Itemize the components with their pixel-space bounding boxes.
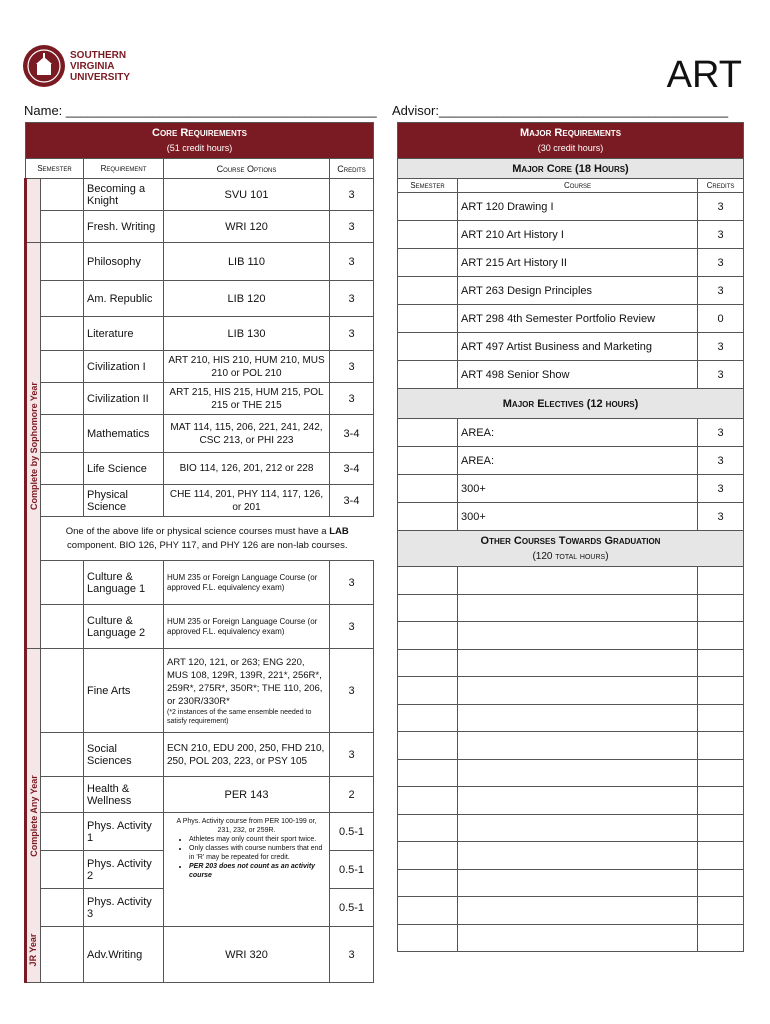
semester-cell[interactable] xyxy=(398,503,458,531)
credits: 3 xyxy=(698,361,744,389)
logo-line-2: VIRGINIA xyxy=(70,61,115,72)
semester-cell[interactable] xyxy=(41,777,84,813)
requirement: Becoming a Knight xyxy=(84,179,164,211)
credits: 3 xyxy=(698,249,744,277)
blank-course-row[interactable] xyxy=(398,924,744,952)
name-field[interactable]: Name: ___________________________________________ xyxy=(24,103,377,118)
semester-cell[interactable] xyxy=(41,351,84,383)
credits-cell[interactable] xyxy=(698,677,744,705)
blank-course-row[interactable] xyxy=(398,814,744,842)
course: 300+ xyxy=(458,475,698,503)
requirement: Health & Wellness xyxy=(84,777,164,813)
requirement: Phys. Activity 3 xyxy=(84,889,164,927)
blank-course-row[interactable] xyxy=(398,842,744,870)
credits: 3 xyxy=(330,649,374,733)
credits: 3 xyxy=(698,333,744,361)
col-semester: Semester xyxy=(26,159,84,179)
pe-note: A Phys. Activity course from PER 100-199 or, 231, 232, or 259R. • Athletes may only count their sport twice. • Only classes with course numbers that end in 'R' may be repeated for credit. • PER 203 does not count as an activity course xyxy=(164,813,330,927)
semester-cell[interactable] xyxy=(398,419,458,447)
course-option: LIB 110 xyxy=(164,243,330,281)
course-option: ART 215, HIS 215, HUM 215, POL 215 or THE 215 xyxy=(164,383,330,415)
col-credits: Credits xyxy=(330,159,374,179)
major-electives-title: Major Electives (12 hours) xyxy=(398,389,744,419)
course-option: LIB 120 xyxy=(164,281,330,317)
credits: 3 xyxy=(330,927,374,983)
credits: 3 xyxy=(698,419,744,447)
requirement: Phys. Activity 1 xyxy=(84,813,164,851)
col-course: Course xyxy=(458,179,698,193)
requirement: Fresh. Writing xyxy=(84,211,164,243)
requirement: Social Sciences xyxy=(84,733,164,777)
credits-cell[interactable] xyxy=(698,594,744,622)
pe-bullet: • Athletes may only count their sport twice. xyxy=(189,835,326,844)
credits: 0.5-1 xyxy=(330,813,374,851)
course: AREA: xyxy=(458,419,698,447)
requirement: Fine Arts xyxy=(84,649,164,733)
course-option: ECN 210, EDU 200, 250, FHD 210, 250, POL 203, 223, or PSY 105 xyxy=(164,733,330,777)
credits-cell[interactable] xyxy=(698,732,744,760)
semester-cell[interactable] xyxy=(398,704,458,732)
major-subtitle: (30 credit hours) xyxy=(537,142,604,153)
course-option: LIB 130 xyxy=(164,317,330,351)
major-core-title: Major Core (18 Hours) xyxy=(398,159,744,179)
course-cell[interactable] xyxy=(458,649,698,677)
advisor-field[interactable]: Advisor:________________________________________ xyxy=(392,103,729,118)
semester-cell[interactable] xyxy=(41,561,84,605)
major-title: Major Requirements xyxy=(519,126,622,139)
credits: 3 xyxy=(330,243,374,281)
other-courses-subtitle: (120 total hours) xyxy=(532,550,609,562)
course-option-note: (*2 instances of the same ensemble needed to satisfy requirement) xyxy=(167,708,312,725)
credits-cell[interactable] xyxy=(698,897,744,925)
core-subtitle: (51 credit hours) xyxy=(166,142,233,153)
requirement: Am. Republic xyxy=(84,281,164,317)
semester-cell[interactable] xyxy=(41,453,84,485)
course-option: BIO 114, 126, 201, 212 or 228 xyxy=(164,453,330,485)
course: ART 497 Artist Business and Marketing xyxy=(458,333,698,361)
course-option: ART 120, 121, or 263; ENG 220, MUS 108, 129R, 139R, 221*, 256R*, 259R*, 275R*, 350R*; THE 110, 206, or 230R/330R* xyxy=(167,656,323,707)
semester-cell[interactable] xyxy=(41,211,84,243)
seal-icon xyxy=(22,44,66,88)
credits: 3 xyxy=(698,447,744,475)
logo-line-3: UNIVERSITY xyxy=(70,72,131,83)
semester-cell[interactable] xyxy=(398,475,458,503)
blank-course-row[interactable] xyxy=(398,622,744,650)
blank-course-row[interactable] xyxy=(398,594,744,622)
semester-cell[interactable] xyxy=(41,383,84,415)
credits: 3 xyxy=(330,733,374,777)
blank-course-row[interactable] xyxy=(398,759,744,787)
major-requirements-table xyxy=(397,122,744,952)
col-requirement: Requirement xyxy=(84,159,164,179)
program-title: ART xyxy=(666,54,742,96)
course-cell[interactable] xyxy=(458,594,698,622)
course-option: PER 143 xyxy=(164,777,330,813)
credits: 3 xyxy=(698,277,744,305)
course: 300+ xyxy=(458,503,698,531)
requirement: Civilization I xyxy=(84,351,164,383)
credits: 3 xyxy=(330,211,374,243)
semester-cell[interactable] xyxy=(398,193,458,221)
university-logo xyxy=(22,44,142,92)
core-title: Core Requirements xyxy=(152,126,247,139)
semester-cell[interactable] xyxy=(41,243,84,281)
semester-cell[interactable] xyxy=(398,622,458,650)
semester-cell[interactable] xyxy=(398,869,458,897)
credits: 0 xyxy=(698,305,744,333)
requirement: Literature xyxy=(84,317,164,351)
requirement: Phys. Activity 2 xyxy=(84,851,164,889)
semester-cell[interactable] xyxy=(398,787,458,815)
semester-cell[interactable] xyxy=(398,649,458,677)
lab-note: One of the above life or physical science courses must have a LAB component. BIO 126, PHY 117, and PHY 126 are non-lab courses. xyxy=(41,517,374,561)
blank-course-row[interactable] xyxy=(398,732,744,760)
course-cell[interactable] xyxy=(458,814,698,842)
requirement: Civilization II xyxy=(84,383,164,415)
requirement: Physical Science xyxy=(84,485,164,517)
semester-cell[interactable] xyxy=(398,333,458,361)
blank-course-row[interactable] xyxy=(398,869,744,897)
credits: 3 xyxy=(698,193,744,221)
credits-cell[interactable] xyxy=(698,759,744,787)
credits: 3-4 xyxy=(330,453,374,485)
side-label-sophomore: Complete by Sophomore Year xyxy=(26,243,41,649)
logo-line-1: SOUTHERN xyxy=(70,50,127,61)
course: AREA: xyxy=(458,447,698,475)
semester-cell[interactable] xyxy=(398,842,458,870)
semester-cell[interactable] xyxy=(398,305,458,333)
credits-cell[interactable] xyxy=(698,567,744,595)
course-cell[interactable] xyxy=(458,924,698,952)
col-options: Course Options xyxy=(164,159,330,179)
other-courses-title: Other Courses Towards Graduation xyxy=(480,534,661,547)
semester-cell[interactable] xyxy=(41,851,84,889)
credits: 3 xyxy=(330,383,374,415)
course-option: MAT 114, 115, 206, 221, 241, 242, CSC 213, or PHI 223 xyxy=(164,415,330,453)
blank-course-row[interactable] xyxy=(398,704,744,732)
credits-cell[interactable] xyxy=(698,622,744,650)
credits: 3 xyxy=(698,503,744,531)
pe-bullet: • Only classes with course numbers that end in 'R' may be repeated for credit. xyxy=(189,844,326,862)
blank-course-row[interactable] xyxy=(398,897,744,925)
credits-cell[interactable] xyxy=(698,787,744,815)
semester-cell[interactable] xyxy=(398,677,458,705)
semester-cell[interactable] xyxy=(398,897,458,925)
course: ART 263 Design Principles xyxy=(458,277,698,305)
credits-cell[interactable] xyxy=(698,649,744,677)
credits: 3-4 xyxy=(330,485,374,517)
course-cell[interactable] xyxy=(458,787,698,815)
requirement: Life Science xyxy=(84,453,164,485)
course-option: HUM 235 or Foreign Language Course (or approved F.L. equivalency exam) xyxy=(164,561,330,605)
course-cell[interactable] xyxy=(458,704,698,732)
semester-cell[interactable] xyxy=(41,415,84,453)
semester-cell[interactable] xyxy=(398,814,458,842)
course-option: WRI 320 xyxy=(164,927,330,983)
semester-cell[interactable] xyxy=(398,759,458,787)
credits: 0.5-1 xyxy=(330,851,374,889)
credits: 3 xyxy=(330,317,374,351)
credits: 3 xyxy=(330,179,374,211)
blank-course-row[interactable] xyxy=(398,787,744,815)
semester-cell[interactable] xyxy=(41,179,84,211)
requirement: Philosophy xyxy=(84,243,164,281)
credits: 3 xyxy=(330,281,374,317)
course-option: HUM 235 or Foreign Language Course (or approved F.L. equivalency exam) xyxy=(164,605,330,649)
semester-cell[interactable] xyxy=(398,447,458,475)
side-blank xyxy=(26,179,41,243)
course-option: SVU 101 xyxy=(164,179,330,211)
requirement: Mathematics xyxy=(84,415,164,453)
course-cell[interactable] xyxy=(458,897,698,925)
semester-cell[interactable] xyxy=(398,594,458,622)
course-cell[interactable] xyxy=(458,842,698,870)
course-option: ART 210, HIS 210, HUM 210, MUS 210 or POL 210 xyxy=(164,351,330,383)
credits: 3-4 xyxy=(330,415,374,453)
blank-course-row[interactable] xyxy=(398,649,744,677)
course: ART 120 Drawing I xyxy=(458,193,698,221)
col-semester: Semester xyxy=(398,179,458,193)
credits-cell[interactable] xyxy=(698,814,744,842)
credits-cell[interactable] xyxy=(698,842,744,870)
semester-cell[interactable] xyxy=(41,605,84,649)
credits-cell[interactable] xyxy=(698,869,744,897)
blank-course-row[interactable] xyxy=(398,567,744,595)
course-option: CHE 114, 201, PHY 114, 117, 126, or 201 xyxy=(164,485,330,517)
credits: 3 xyxy=(698,221,744,249)
course-cell[interactable] xyxy=(458,677,698,705)
course-cell[interactable] xyxy=(458,622,698,650)
credits: 3 xyxy=(330,561,374,605)
requirement: Culture & Language 1 xyxy=(84,561,164,605)
semester-cell[interactable] xyxy=(398,249,458,277)
requirement: Adv.Writing xyxy=(84,927,164,983)
semester-cell[interactable] xyxy=(398,567,458,595)
semester-cell[interactable] xyxy=(41,927,84,983)
credits: 3 xyxy=(330,605,374,649)
credits: 0.5-1 xyxy=(330,889,374,927)
blank-course-row[interactable] xyxy=(398,677,744,705)
course: ART 215 Art History II xyxy=(458,249,698,277)
semester-cell[interactable] xyxy=(41,649,84,733)
semester-cell[interactable] xyxy=(398,732,458,760)
credits: 3 xyxy=(698,475,744,503)
side-label-jr-year: JR Year xyxy=(28,933,38,967)
semester-cell[interactable] xyxy=(41,813,84,851)
semester-cell[interactable] xyxy=(41,889,84,927)
core-requirements-table xyxy=(24,122,374,983)
course: ART 210 Art History I xyxy=(458,221,698,249)
semester-cell[interactable] xyxy=(41,281,84,317)
semester-cell[interactable] xyxy=(398,924,458,952)
course: ART 498 Senior Show xyxy=(458,361,698,389)
pe-bullet: • PER 203 does not count as an activity course xyxy=(189,862,326,880)
course-cell[interactable] xyxy=(458,567,698,595)
col-credits: Credits xyxy=(698,179,744,193)
course: ART 298 4th Semester Portfolio Review xyxy=(458,305,698,333)
credits-cell[interactable] xyxy=(698,704,744,732)
credits-cell[interactable] xyxy=(698,924,744,952)
credits: 2 xyxy=(330,777,374,813)
course-option-cell xyxy=(164,649,330,733)
semester-cell[interactable] xyxy=(41,485,84,517)
course-option: WRI 120 xyxy=(164,211,330,243)
course-cell[interactable] xyxy=(458,732,698,760)
course-cell[interactable] xyxy=(458,759,698,787)
semester-cell[interactable] xyxy=(398,361,458,389)
semester-cell[interactable] xyxy=(398,277,458,305)
semester-cell[interactable] xyxy=(41,733,84,777)
requirement: Culture & Language 2 xyxy=(84,605,164,649)
semester-cell[interactable] xyxy=(398,221,458,249)
credits: 3 xyxy=(330,351,374,383)
course-cell[interactable] xyxy=(458,869,698,897)
side-label-any-year: Complete Any Year xyxy=(26,649,41,983)
semester-cell[interactable] xyxy=(41,317,84,351)
